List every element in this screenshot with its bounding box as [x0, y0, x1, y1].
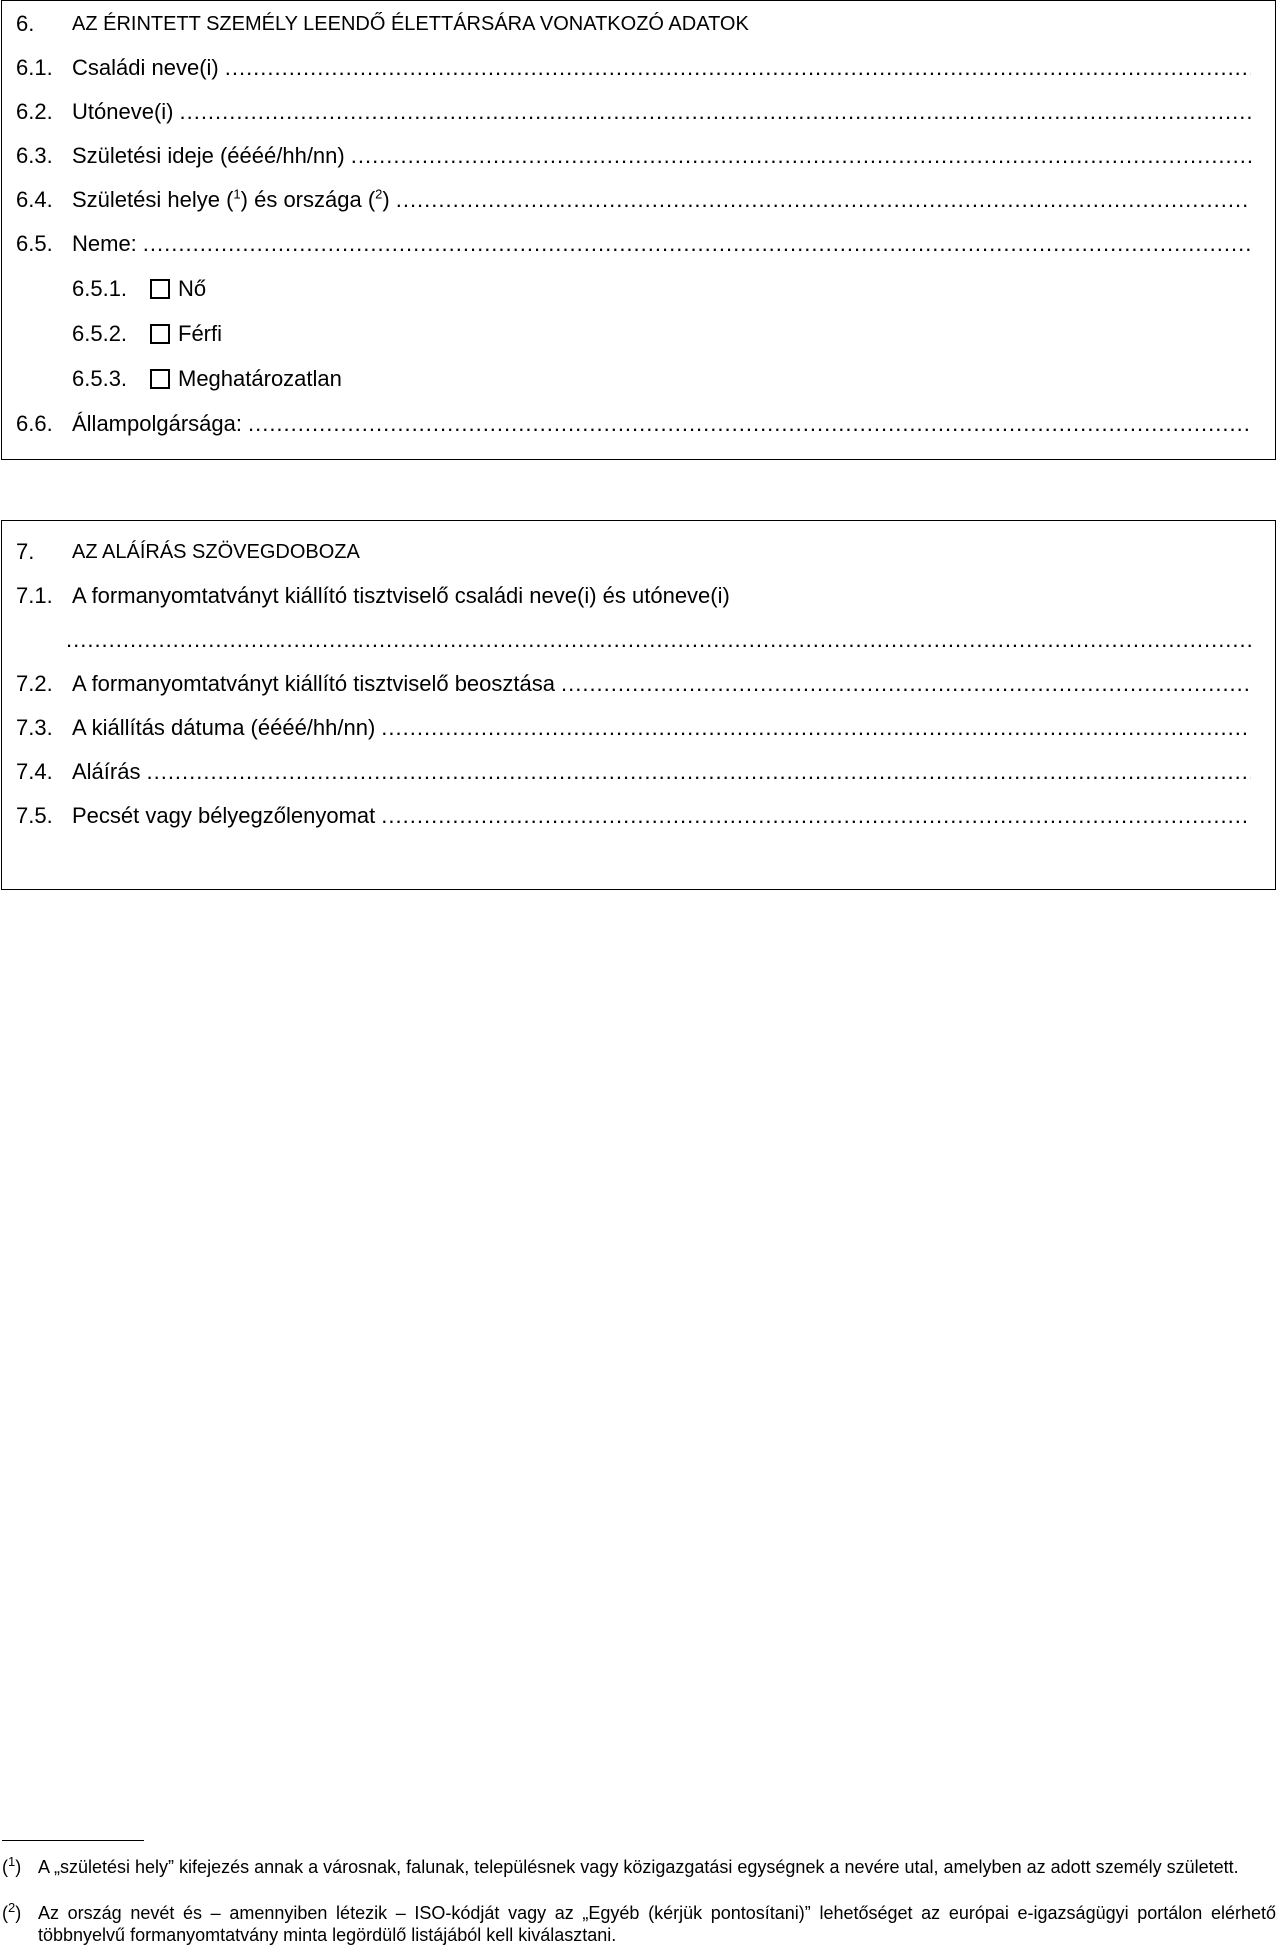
field-number: 6.4. [16, 187, 53, 212]
field-number: 6.3. [16, 143, 53, 168]
official-position-fill-line[interactable] [561, 671, 1251, 697]
stamp-fill-line[interactable] [381, 803, 1251, 829]
field-number: 6.2. [16, 99, 53, 124]
field-number: 7.1. [16, 583, 53, 608]
gender-fill-line[interactable] [143, 231, 1251, 257]
footnote-2 [2, 1902, 1276, 1946]
footnote-2-text: Az ország nevét és – amennyiben létezik – ISO-kódját vagy az „Egyéb (kérjük pontosítani)” lehetőséget az európai e-igazságügyi portálon elérhető többnyelvű formanyomtatvány minta legördülő listájából kell kiválasztani. [38, 1903, 1276, 1945]
field-row-7-2 [16, 667, 1251, 697]
signature-fill-line[interactable] [146, 759, 1251, 785]
section-6-box [1, 0, 1276, 460]
issue-date-fill-line[interactable] [381, 715, 1251, 741]
field-label-birth-place [72, 187, 390, 213]
field-row-6-5 [16, 227, 1251, 257]
field-number: 6.1. [16, 55, 53, 80]
field-row-6-3 [16, 139, 1251, 169]
birth-place-fill-line[interactable] [396, 187, 1251, 213]
field-row-6-2 [16, 95, 1251, 125]
footnote-1 [2, 1856, 1276, 1878]
footnote-ref-2[interactable]: 2 [375, 186, 383, 202]
footnote-ref-1[interactable]: 1 [233, 186, 241, 202]
field-label-issue-date: A kiállítás dátuma (éééé/hh/nn) [72, 715, 376, 740]
footnote-2-mark: ($^2$) [2, 1900, 22, 1923]
official-name-line-row [66, 623, 1251, 653]
option-number: 6.5.2. [72, 321, 128, 346]
field-label-citizenship: Állampolgársága: [72, 411, 242, 436]
family-name-fill-line[interactable] [225, 55, 1251, 81]
field-number: 6.6. [16, 411, 53, 436]
label-part: ) és országa ( [240, 187, 376, 212]
field-label-official-position: A formanyomtatványt kiállító tisztviselő beosztása [72, 671, 555, 696]
official-name-fill-line[interactable] [66, 627, 1251, 653]
section-7-heading: AZ ALÁÍRÁS SZÖVEGDOBOZA [72, 541, 360, 563]
option-number: 6.5.1. [72, 276, 128, 301]
field-number: 7.4. [16, 759, 53, 784]
field-label-given-name: Utóneve(i) [72, 99, 174, 124]
section-6-number: 6. [16, 11, 35, 36]
gender-option-female [72, 272, 1251, 302]
field-label-stamp: Pecsét vagy bélyegzőlenyomat [72, 803, 376, 828]
section-6-heading-row [16, 7, 1251, 37]
male-checkbox[interactable] [150, 324, 170, 344]
field-number: 7.2. [16, 671, 53, 696]
given-name-fill-line[interactable] [179, 99, 1251, 125]
section-6-heading: AZ ÉRINTETT SZEMÉLY LEENDŐ ÉLETTÁRSÁRA VONATKOZÓ ADATOK [72, 13, 749, 35]
field-row-7-3 [16, 711, 1251, 741]
label-part: Születési helye ( [72, 187, 234, 212]
label-part: ) [382, 187, 390, 212]
section-7-number: 7. [16, 539, 35, 564]
section-7-heading-row [16, 535, 1251, 565]
footnote-separator [2, 1840, 144, 1841]
footnote-1-mark: ($^1$) [2, 1854, 22, 1877]
field-label-gender: Neme: [72, 231, 137, 256]
citizenship-fill-line[interactable] [248, 411, 1251, 437]
birth-date-fill-line[interactable] [351, 143, 1251, 169]
option-label: Meghatározatlan [178, 366, 342, 391]
field-row-6-4 [16, 183, 1251, 213]
field-row-7-5 [16, 799, 1251, 829]
field-number: 7.5. [16, 803, 53, 828]
field-row-6-6 [16, 407, 1251, 437]
field-label-official-name: A formanyomtatványt kiállító tisztviselő családi neve(i) és utóneve(i) [72, 583, 730, 608]
option-number: 6.5.3. [72, 366, 128, 391]
footnote-1-text: A „születési hely” kifejezés annak a városnak, falunak, településnek vagy közigazgatási egységnek a nevére utal, amelyben az adott személy született. [38, 1857, 1239, 1877]
gender-option-undetermined [72, 362, 1251, 392]
undetermined-checkbox[interactable] [150, 369, 170, 389]
female-checkbox[interactable] [150, 279, 170, 299]
field-label-signature: Aláírás [72, 759, 141, 784]
option-label: Férfi [178, 321, 222, 346]
gender-option-male [72, 317, 1251, 347]
section-7-box [1, 520, 1276, 890]
option-label: Nő [178, 276, 207, 301]
field-row-7-1 [16, 579, 1251, 609]
field-row-6-1 [16, 51, 1251, 81]
footnote-2-number: 2 [8, 1900, 16, 1915]
field-row-7-4 [16, 755, 1251, 785]
field-label-family-name: Családi neve(i) [72, 55, 219, 80]
field-number: 6.5. [16, 231, 53, 256]
footnote-1-number: 1 [8, 1854, 16, 1869]
field-label-birth-date: Születési ideje (éééé/hh/nn) [72, 143, 345, 168]
field-number: 7.3. [16, 715, 53, 740]
